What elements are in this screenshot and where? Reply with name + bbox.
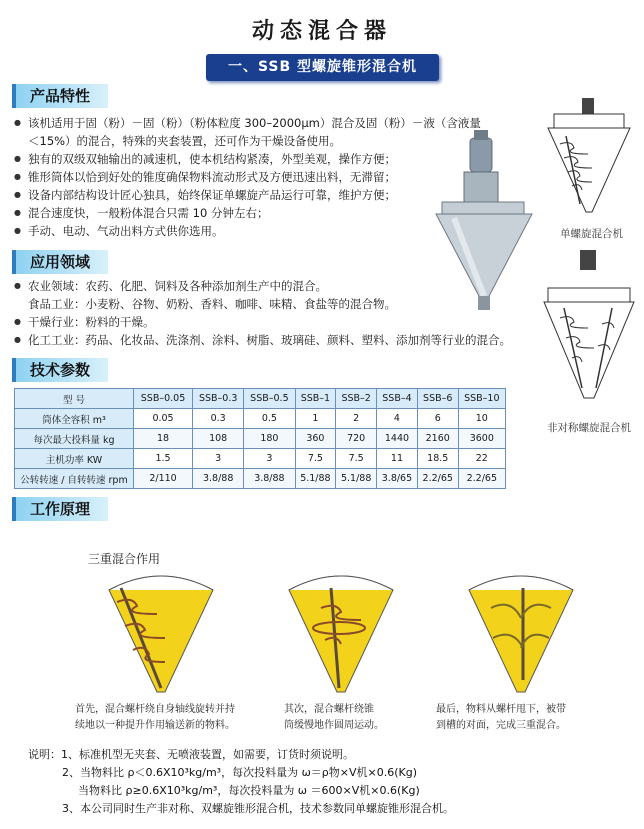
principle-diagram-3 [463,568,579,698]
section-heading-principle [12,497,108,521]
principle-diagram-1 [103,568,219,698]
table-cell: 3 [193,449,244,469]
row-label: 公转转速 / 自转转速 rpm [15,469,134,489]
table-cell: 22 [458,449,505,469]
table-cell: 2.2/65 [458,469,505,489]
table-cell: 18 [134,429,193,449]
single-screw-drawing [540,96,638,220]
applications-heading-text: 应用领域 [30,253,91,271]
table-header-cell: SSB–0.05 [134,389,193,409]
table-header-label: 型 号 [15,389,134,409]
table-cell: 4 [377,409,418,429]
principle-caption-1 [75,702,255,734]
caption-asym-screw: 非对称螺旋混合机 [547,422,631,434]
list-item: ● 独有的双级双轴输出的减速机，使本机结构紧凑，外型美观，操作方便； [14,150,534,168]
table-cell: 180 [244,429,295,449]
table-cell: 0.05 [134,409,193,429]
table-row [15,429,506,449]
principle-caption-2 [284,702,414,734]
section-heading-specs [12,358,108,382]
note-line: 当物料比 ρ≥0.6X10³kg/m³，每次投料量为 ω ＝600×V机×0.6(Kg) [78,784,420,797]
list-item: ● 化工工业：药品、化妆品、洗涤剂、涂料、树脂、玻璃硅、颜料、塑料、添加剂等行业的混合。 [14,331,534,349]
section-heading-applications [12,250,108,274]
caption-line: 到槽的对面，完成三重混合。 [436,720,566,731]
table-header-cell: SSB–0.5 [244,389,295,409]
table-cell: 3.8/65 [377,469,418,489]
caption-line: 首先，混合螺杆绕自身轴线旋转并持 [75,704,235,715]
specs-heading-text: 技术参数 [30,361,91,379]
table-header-cell: SSB–1 [295,389,336,409]
list-item: ● 混合速度快，一般粉体混合只需 10 分钟左右； [14,204,534,222]
table-header-cell: SSB–0.3 [193,389,244,409]
table-cell: 3 [244,449,295,469]
list-item: ● 手动、电动、气动出料方式供你选用。 [14,222,534,240]
page-title: 动态混合器 [251,19,392,44]
table-cell: 1440 [377,429,418,449]
row-label: 每次最大投料量 kg [15,429,134,449]
table-cell: 720 [336,429,377,449]
table-cell: 0.3 [193,409,244,429]
caption-line: 其次，混合螺杆绕锥 [284,704,374,715]
notes-block [28,746,454,818]
note-line: 3、本公司同时生产非对称、双螺旋锥形混合机，技术参数同单螺旋锥形混合机。 [62,802,454,815]
table-cell: 7.5 [295,449,336,469]
table-row [15,469,506,489]
table-cell: 108 [193,429,244,449]
principle-diagram-2 [283,568,399,698]
table-header-cell: SSB–2 [336,389,377,409]
table-cell: 3600 [458,429,505,449]
list-item: ● 农业领域：农药、化肥、饲料及各种添加剂生产中的混合。 [14,277,534,295]
list-item-continuation: ＜15%）的混合，特殊的夹套装置，还可作为干燥设备使用。 [28,134,342,148]
table-cell: 3.8/88 [193,469,244,489]
table-cell: 2.2/65 [417,469,458,489]
section-heading-features [12,84,108,108]
table-cell: 1 [295,409,336,429]
table-cell: 2 [336,409,377,429]
caption-line: 筒缓慢地作圆周运动。 [284,720,384,731]
subtitle-text: 一、SSB 型螺旋锥形混合机 [227,59,418,75]
table-cell: 1.5 [134,449,193,469]
table-cell: 18.5 [417,449,458,469]
spec-table [14,388,506,489]
table-header-cell: SSB–6 [417,389,458,409]
table-cell: 2/110 [134,469,193,489]
mixer-photo [424,128,544,313]
list-item: ● 干燥行业：粉料的干燥。 [14,313,534,331]
list-item: ● 设备内部结构设计匠心独具，始终保证单螺旋产品运行可靠，维护方便； [14,186,534,204]
asym-screw-drawing [540,248,638,408]
note-line: 说明：1、标准机型无夹套、无喷液装置，如需要，订货时须说明。 [28,748,354,761]
list-item: 食品工业：小麦粉、谷物、奶粉、香料、咖啡、味精、食盐等的混合物。 [28,297,396,311]
row-label: 主机功率 KW [15,449,134,469]
caption-single-screw: 单螺旋混合机 [560,228,623,240]
table-header-cell: SSB–4 [377,389,418,409]
table-cell: 2160 [417,429,458,449]
table-header-cell: SSB–10 [458,389,505,409]
table-cell: 5.1/88 [336,469,377,489]
table-cell: 10 [458,409,505,429]
table-cell: 3.8/88 [244,469,295,489]
caption-line: 最后，物料从螺杆甩下，被带 [436,704,566,715]
features-heading-text: 产品特性 [30,87,91,105]
table-cell: 7.5 [336,449,377,469]
table-cell: 6 [417,409,458,429]
principle-caption-3 [436,702,606,734]
table-cell: 5.1/88 [295,469,336,489]
table-cell: 11 [377,449,418,469]
caption-line: 续地以一种提升作用输送新的物料。 [75,720,235,731]
list-item: ● 锥形筒体以恰到好处的锥度确保物料流动形式及方便迅速出料，无滞留； [14,168,534,186]
table-header-row [15,389,506,409]
table-cell: 0.5 [244,409,295,429]
principle-heading-text: 工作原理 [30,500,91,518]
note-line: 2、当物料比 ρ＜0.6X10³kg/m³，每次投料量为 ω＝ρ物×V机×0.6(Kg) [62,766,418,779]
list-item: ● 该机适用于固（粉）－固（粉）（粉体粒度 300–2000μm）混合及固（粉）－液（含液量 [14,114,534,132]
subtitle-banner [206,54,439,81]
table-row [15,449,506,469]
table-cell: 360 [295,429,336,449]
table-row [15,409,506,429]
principle-subheading: 三重混合作用 [88,552,161,566]
row-label: 筒体全容积 m³ [15,409,134,429]
